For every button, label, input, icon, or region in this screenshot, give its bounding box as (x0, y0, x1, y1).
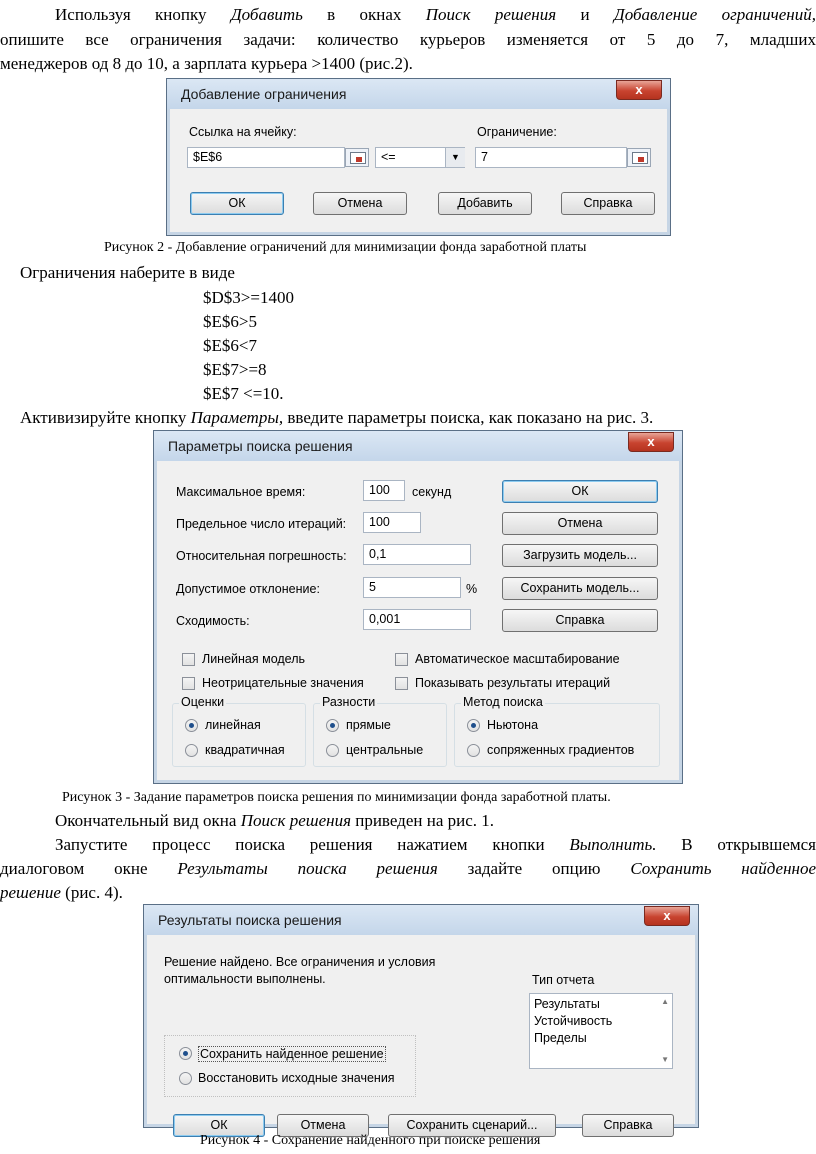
text-italic: Сохранить найденное (630, 859, 816, 878)
tolerance-input[interactable]: 5 (363, 577, 461, 598)
text: (рис. 4). (60, 883, 123, 902)
report-item[interactable]: Устойчивость (534, 1014, 613, 1028)
report-item[interactable]: Результаты (534, 997, 600, 1011)
dialog-body (175, 109, 662, 227)
max-time-label: Максимальное время: (176, 485, 306, 499)
restore-values-label: Восстановить исходные значения (198, 1071, 395, 1085)
text: Запустите процесс поиска решения нажатием кнопки (55, 835, 570, 854)
add-constraint-dialog (166, 78, 671, 236)
text-italic: решение (0, 883, 61, 902)
add-button[interactable]: Добавить (438, 192, 532, 215)
text: Окончательный вид окна (55, 811, 241, 830)
seconds-label: секунд (412, 485, 452, 499)
auto-scaling-checkbox[interactable] (395, 653, 408, 666)
chevron-down-icon[interactable]: ▼ (445, 148, 465, 167)
para3 (55, 810, 494, 832)
constraint-picker-icon[interactable] (627, 148, 651, 167)
derivatives-central-label: центральные (346, 743, 424, 757)
constraint-line: $E$7>=8 (203, 360, 267, 379)
text-italic: Выполнить. (569, 835, 657, 854)
estimates-quadratic-label: квадратичная (205, 743, 285, 757)
estimates-linear-label: линейная (205, 718, 261, 732)
derivatives-central-radio[interactable] (326, 744, 339, 757)
iterations-label: Предельное число итераций: (176, 517, 347, 531)
method-conjugate-label: сопряженных градиентов (487, 743, 635, 757)
para4-line1 (55, 834, 816, 856)
method-newton-radio[interactable] (467, 719, 480, 732)
operator-select[interactable]: <= (375, 147, 465, 168)
show-iterations-label: Показывать результаты итераций (415, 676, 611, 690)
linear-model-checkbox[interactable] (182, 653, 195, 666)
load-model-button[interactable]: Загрузить модель... (502, 544, 658, 567)
report-type-list[interactable] (529, 993, 673, 1069)
method-conjugate-radio[interactable] (467, 744, 480, 757)
save-scenario-button[interactable]: Сохранить сценарий... (388, 1114, 556, 1137)
text-italic: Добавление ограничений, (613, 5, 816, 24)
ok-button[interactable]: ОК (190, 192, 284, 215)
solver-results-dialog (143, 904, 699, 1132)
method-group (454, 695, 660, 767)
cancel-button[interactable]: Отмена (313, 192, 407, 215)
convergence-input[interactable]: 0,001 (363, 609, 471, 630)
text-italic: Параметры, (190, 408, 284, 427)
text-italic: Результаты поиска решения (177, 859, 438, 878)
report-type-label: Тип отчета (532, 973, 595, 987)
text-italic: Поиск решения (425, 5, 557, 24)
dialog-title: Результаты поиска решения (158, 912, 342, 928)
chevron-up-icon[interactable]: ▲ (661, 997, 669, 1006)
result-message-line2: оптимальности выполнены. (164, 972, 326, 986)
keep-solution-label: Сохранить найденное решение (200, 1047, 384, 1061)
help-button[interactable]: Справка (502, 609, 658, 632)
close-button[interactable]: x (644, 906, 690, 926)
para4-line2 (0, 858, 816, 880)
para1-line3: менеджеров од 8 до 10, а зарплата курьера >1400 (рис.2). (0, 54, 413, 73)
cell-ref-picker-icon[interactable] (345, 148, 369, 167)
text: Используя кнопку (55, 5, 231, 24)
linear-model-label: Линейная модель (202, 652, 306, 666)
dialog-body (162, 461, 674, 775)
text: диалоговом окне (0, 859, 178, 878)
auto-scaling-label: Автоматическое масштабирование (415, 652, 620, 666)
text-italic: Добавить (230, 5, 303, 24)
group-title: Метод поиска (463, 695, 543, 709)
derivatives-forward-radio[interactable] (326, 719, 339, 732)
titlebar (154, 431, 682, 461)
titlebar (144, 905, 698, 935)
save-model-button[interactable]: Сохранить модель... (502, 577, 658, 600)
text-italic: Поиск решения (240, 811, 351, 830)
constraint-line: $E$7 <=10. (203, 384, 284, 403)
titlebar (167, 79, 670, 109)
precision-input[interactable]: 0,1 (363, 544, 471, 565)
text: введите параметры поиска, как показано на рис. 3. (283, 408, 654, 427)
ok-button[interactable]: ОК (502, 480, 658, 503)
estimates-group (172, 695, 306, 767)
group-title: Оценки (181, 695, 225, 709)
dialog-body (152, 935, 690, 1132)
dialog-title: Параметры поиска решения (168, 438, 353, 454)
estimates-quadratic-radio[interactable] (185, 744, 198, 757)
result-message-line1: Решение найдено. Все ограничения и условия (164, 955, 436, 969)
precision-label: Относительная погрешность: (176, 549, 347, 563)
text: Активизируйте кнопку (20, 408, 191, 427)
group-title: Разности (322, 695, 376, 709)
estimates-linear-radio[interactable] (185, 719, 198, 732)
derivatives-forward-label: прямые (346, 718, 391, 732)
constraint-label: Ограничение: (477, 125, 557, 139)
cell-ref-label: Ссылка на ячейку: (189, 125, 297, 139)
help-button[interactable]: Справка (561, 192, 655, 215)
caption-figure-4: Рисунок 4 - Сохранение найденного при поиске решения (200, 1133, 541, 1148)
chevron-down-icon[interactable]: ▼ (661, 1055, 669, 1064)
close-button[interactable]: x (616, 80, 662, 100)
caption-figure-3: Рисунок 3 - Задание параметров поиска решения по минимизации фонда заработной платы. (62, 790, 611, 805)
keep-solution-radio[interactable] (179, 1047, 192, 1060)
para1-line1 (55, 4, 816, 26)
para2 (20, 407, 653, 429)
ok-button[interactable]: ОК (173, 1114, 265, 1137)
text: приведен на рис. 1. (350, 811, 495, 830)
constraints-intro: Ограничения наберите в виде (20, 263, 235, 282)
constraint-line: $E$6>5 (203, 312, 257, 331)
close-button[interactable]: x (628, 432, 674, 452)
constraint-line: $D$3>=1400 (203, 288, 294, 307)
tolerance-label: Допустимое отклонение: (176, 582, 320, 596)
text: в окнах (302, 5, 426, 24)
caption-figure-2: Рисунок 2 - Добавление ограничений для минимизации фонда заработной платы (104, 240, 587, 255)
para1-line2: опишите все ограничения задачи: количество курьеров изменяется от 5 до 7, младших (0, 30, 816, 49)
non-negative-checkbox[interactable] (182, 677, 195, 690)
non-negative-label: Неотрицательные значения (202, 676, 364, 690)
constraint-input[interactable]: 7 (475, 147, 627, 168)
text: задайте опцию (437, 859, 631, 878)
percent-label: % (466, 582, 478, 596)
report-item[interactable]: Пределы (534, 1031, 587, 1045)
constraint-line: $E$6<7 (203, 336, 257, 355)
dialog-title: Добавление ограничения (181, 86, 347, 102)
text: и (556, 5, 614, 24)
cancel-button[interactable]: Отмена (277, 1114, 369, 1137)
method-newton-label: Ньютона (487, 718, 539, 732)
show-iterations-checkbox[interactable] (395, 677, 408, 690)
help-button[interactable]: Справка (582, 1114, 674, 1137)
text: В открывшемся (656, 835, 816, 854)
iterations-input[interactable]: 100 (363, 512, 421, 533)
para4-line3 (0, 882, 123, 904)
max-time-input[interactable]: 100 (363, 480, 405, 501)
cell-ref-input[interactable]: $E$6 (187, 147, 345, 168)
convergence-label: Сходимость: (176, 614, 250, 628)
cancel-button[interactable]: Отмена (502, 512, 658, 535)
derivatives-group (313, 695, 447, 767)
solution-options-group (164, 1035, 416, 1097)
solver-options-dialog (153, 430, 683, 784)
restore-values-radio[interactable] (179, 1072, 192, 1085)
